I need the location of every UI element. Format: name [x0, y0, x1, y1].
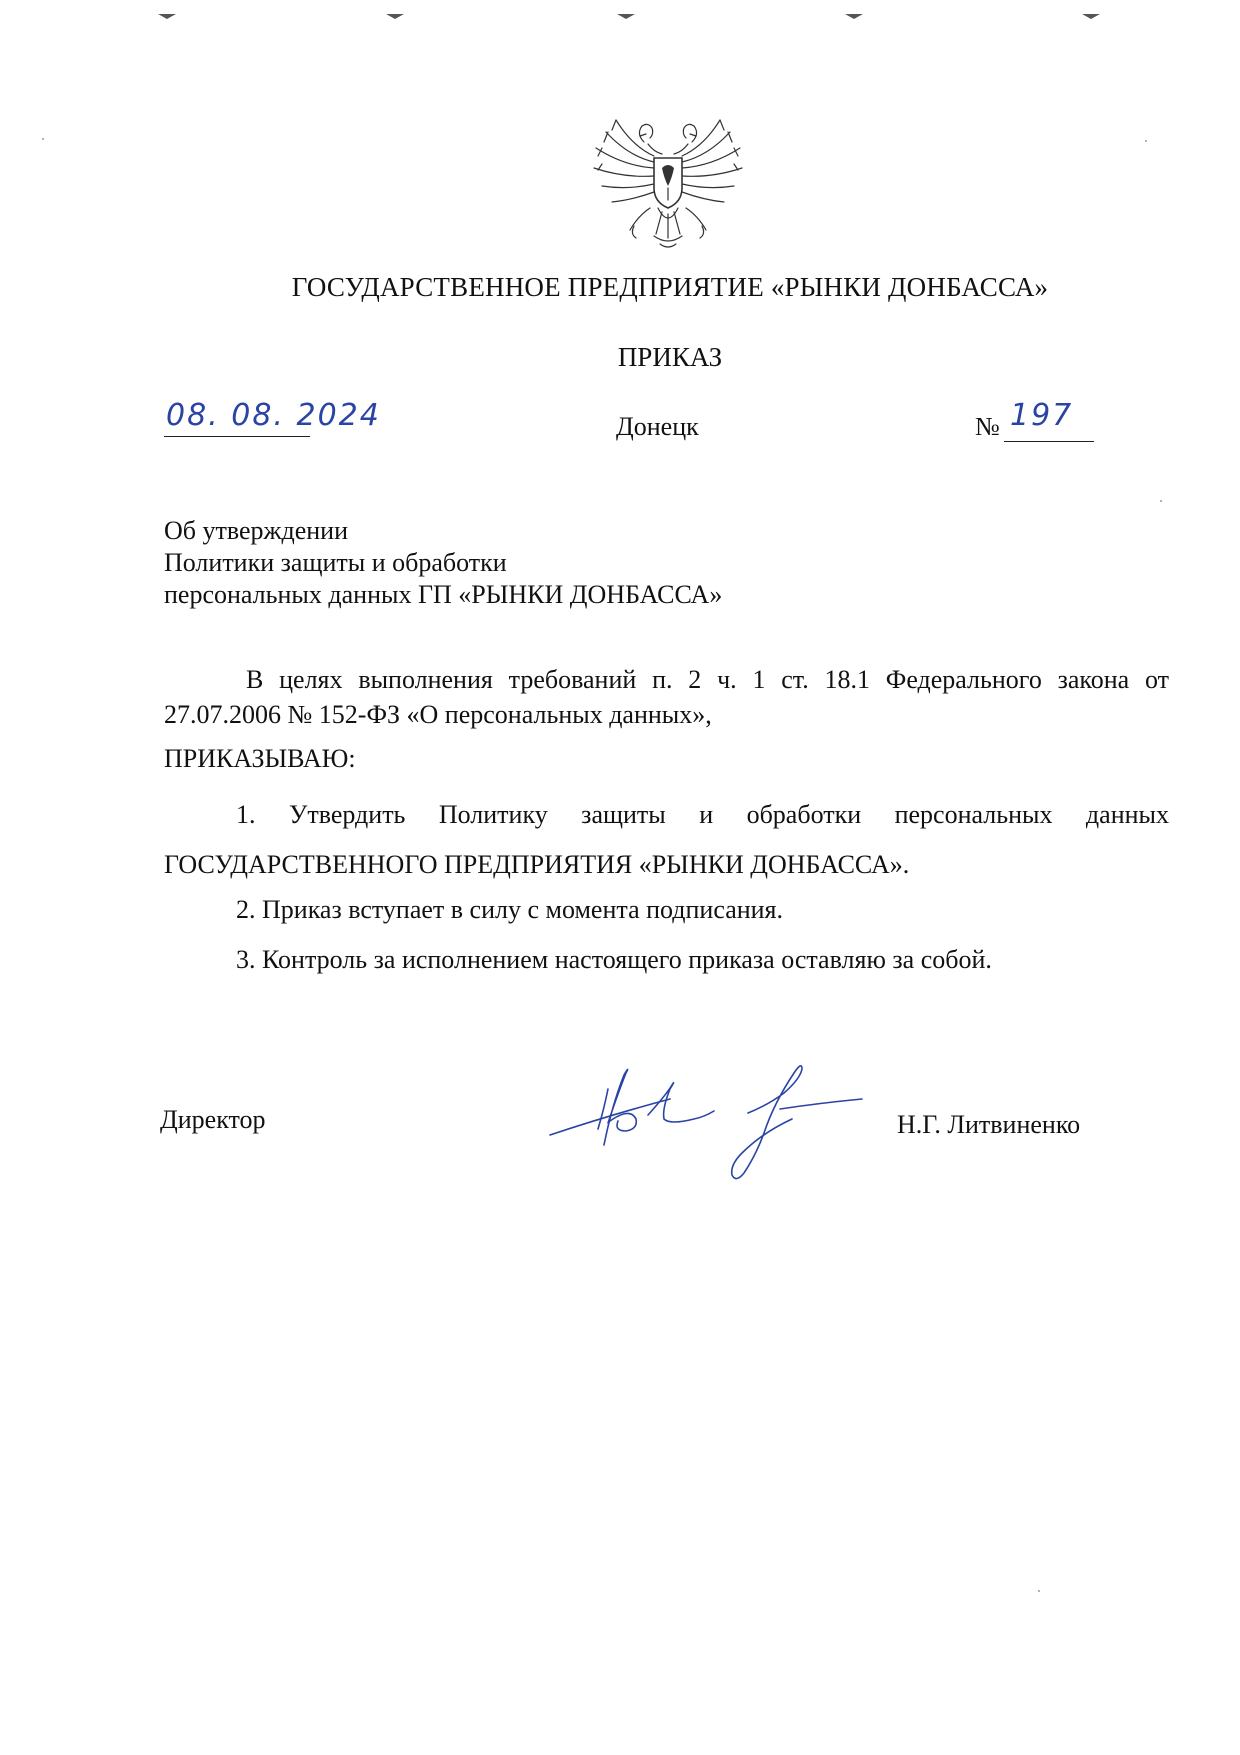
signatory-position: Директор [160, 1105, 266, 1134]
binder-mark-icon [845, 12, 863, 20]
scan-speck [1145, 140, 1147, 142]
subject-line: персональных данных ГП «РЫНКИ ДОНБАССА» [164, 580, 723, 609]
preamble-paragraph [164, 662, 1169, 732]
order-number-handwritten: 197 [1010, 398, 1074, 433]
order-number-label: № [975, 412, 1000, 441]
preamble-line: 27.07.2006 № 152-ФЗ «О персональных данных», [164, 700, 712, 729]
subject-line: Об утверждении [164, 516, 349, 545]
binder-mark-icon [158, 12, 176, 20]
document-type-title: ПРИКАЗ [617, 342, 723, 372]
organization-title: ГОСУДАРСТВЕННОЕ ПРЕДПРИЯТИЕ «РЫНКИ ДОНБАССА» [291, 272, 1049, 302]
order-date-handwritten: 08. 08. 2024 [166, 398, 381, 433]
order-directive: ПРИКАЗЫВАЮ: [164, 744, 356, 773]
number-underline [1004, 441, 1094, 442]
order-item-line: 1. Утвердить Политику защиты и обработки персональных данных [236, 800, 1169, 829]
binder-mark-icon [617, 12, 635, 20]
scan-speck [1160, 500, 1162, 502]
order-item-3: 3. Контроль за исполнением настоящего приказа оставляю за собой. [236, 945, 992, 974]
order-city: Донецк [616, 412, 699, 441]
order-item-2: 2. Приказ вступает в силу с момента подписания. [236, 895, 784, 924]
preamble-line: В целях выполнения требований п. 2 ч. 1 ст. 18.1 Федерального закона от [246, 665, 1169, 694]
coat-of-arms-icon [584, 108, 752, 258]
signatory-name: Н.Г. Литвиненко [897, 1110, 1081, 1139]
binder-mark-icon [386, 12, 404, 20]
date-underline [164, 436, 310, 437]
subject-line: Политики защиты и обработки [164, 548, 507, 577]
order-item-line: ГОСУДАРСТВЕННОГО ПРЕДПРИЯТИЯ «РЫНКИ ДОНБАССА». [164, 850, 910, 879]
handwritten-signature-icon [548, 1055, 908, 1205]
order-item-1 [164, 790, 1169, 890]
binder-mark-icon [1082, 12, 1100, 20]
scan-speck [1038, 1590, 1040, 1592]
scan-speck [42, 138, 44, 140]
order-subject [164, 515, 722, 611]
